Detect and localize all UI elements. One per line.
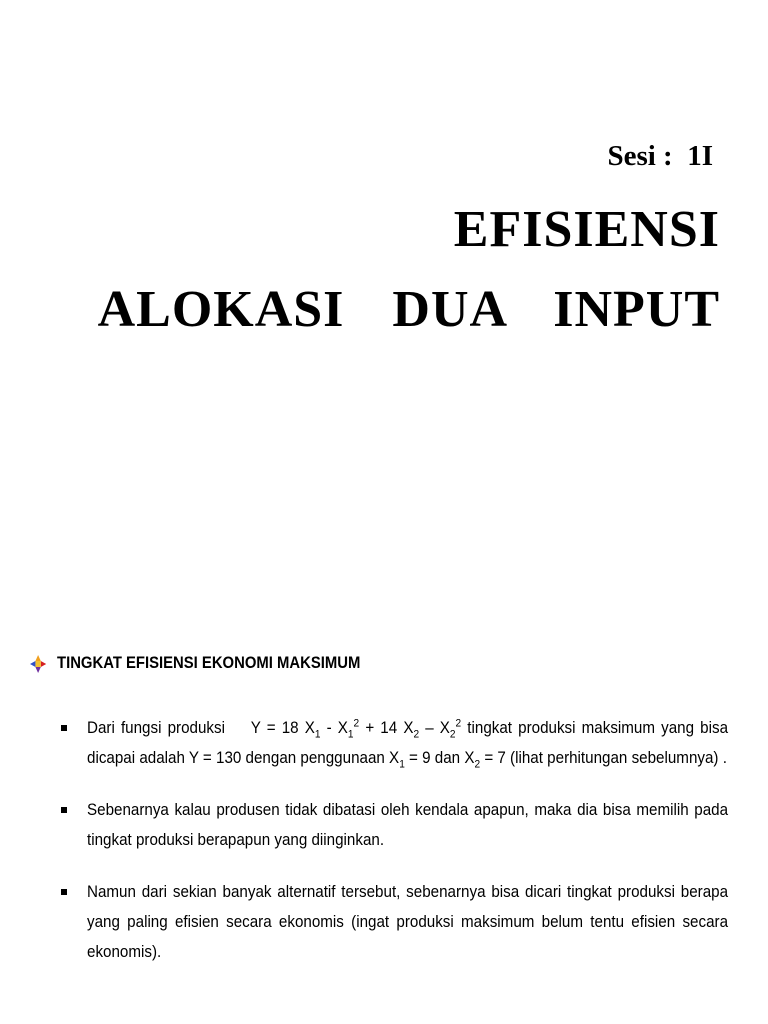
square-bullet-icon xyxy=(61,725,67,731)
list-item xyxy=(60,713,728,773)
list-item-text: Namun dari sekian banyak alternatif tersebut, sebenarnya bisa dicari tingkat produksi berapa yang paling efisien secara ekonomis (ingat produksi maksimum belum tentu efisien secara ekonomis). xyxy=(87,883,729,961)
bullet-list xyxy=(60,713,728,989)
list-item xyxy=(60,795,728,855)
section-heading-text: TINGKAT EFISIENSI EKONOMI MAKSIMUM xyxy=(57,654,361,672)
list-item-text: Dari fungsi produksi Y = 18 $X_1 - X_1^2 + 14$ $X_2 - X_2^2$ tingkat produksi maksimum yang bisa dicapai adalah Y = 130 dengan penggunaan $X_1 = 9$ dan $X_2 = 7$ (lihat perhitungan sebelumnya) . xyxy=(87,717,729,771)
list-item xyxy=(60,877,728,967)
colored-diamond-bullet-icon xyxy=(30,655,46,673)
page-title-line-2: ALOKASI DUA INPUT xyxy=(97,281,720,338)
square-bullet-icon xyxy=(61,889,67,895)
list-item-text: Sebenarnya kalau produsen tidak dibatasi oleh kendala apapun, maka dia bisa memilih pada tingkat produksi berapapun yang diinginkan. xyxy=(87,801,729,849)
session-label: Sesi : 1I xyxy=(607,140,713,172)
square-bullet-icon xyxy=(61,807,67,813)
section-heading xyxy=(30,654,360,673)
page-title-line-1: EFISIENSI xyxy=(453,201,720,258)
